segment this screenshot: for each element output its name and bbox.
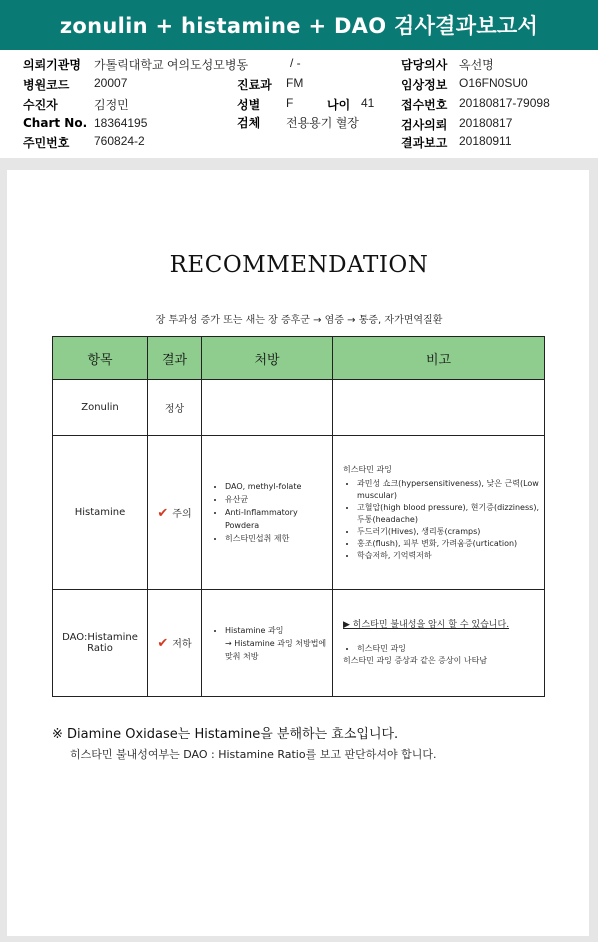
recommendation-title: RECOMMENDATION [169,252,429,278]
institution-label: 의뢰기관명 [23,58,81,72]
recommendation-table [52,336,545,697]
footnote-ratio: 히스타민 불내성여부는 DAO : Histamine Ratio를 보고 판단하셔야 합니다. [70,748,437,761]
prescription-item: • Histamine 과잉 [225,624,331,637]
age-label: 나이 [327,98,351,112]
symptom-item: • 학습저하, 기억력저하 [357,550,539,562]
note-cell [333,380,545,436]
prescription-item: → Histamine 과잉 처방법에 맞춰 처방 [225,638,327,661]
clinical-info-value: O16FN0SU0 [459,76,528,90]
chart-no-value: 18364195 [94,116,148,130]
report-title: zonulin + histamine + DAO 검사결과보고서 [0,0,598,50]
prescription-cell [202,590,333,697]
hospital-code-value: 20007 [94,76,128,90]
request-date-label: 검사의뢰 [401,118,448,132]
note-cell [333,590,545,697]
receipt-no-value: 20180817-79098 [459,96,550,110]
note-heading: 히스타민 과잉 [343,464,392,474]
patient-info-section [0,52,598,156]
recommendation-subtitle: 장 투과성 증가 또는 새는 장 증후군 → 염증 → 통증, 자가면역질환 [155,315,443,326]
prescription-cell [202,380,333,436]
age-value: 41 [361,96,375,110]
receipt-no-label: 접수번호 [401,98,448,112]
item-cell: Histamine [53,436,148,590]
item-cell: DAO:Histamine Ratio [53,590,148,697]
prescription-cell [202,436,333,590]
prescription-item: • 유산균 [225,493,331,506]
symptom-item: • 과민성 쇼크(hypersensitiveness), 낮은 근력(Low muscular) [357,478,539,502]
request-date-value: 20180817 [459,116,513,130]
sex-label: 성별 [237,98,261,112]
result-text: 저하 [172,639,192,650]
chart-no-label: Chart No. [23,116,88,130]
resident-no-label: 주민번호 [23,136,70,150]
patient-value: 김정민 [94,98,129,112]
table-row [53,380,545,436]
result-cell: 정상 [148,380,202,436]
table-header-row [53,337,545,380]
column-header-item: 항목 [53,337,148,380]
footnote-dao: ※ Diamine Oxidase는 Histamine을 분해하는 효소입니다. [52,727,399,742]
column-header-prescription: 처방 [202,337,333,380]
table-row [53,436,545,590]
specimen-value: 전용용기 혈장 [286,116,359,130]
symptom-item: • 홍조(flush), 피부 변화, 가려움증(urtication) [357,538,539,550]
check-icon: ✔ [157,505,169,521]
table-row [53,590,545,697]
department-value: FM [286,76,304,90]
result-cell [148,590,202,697]
symptom-item: • 히스타민 과잉 [357,643,539,655]
note-text: 히스타민 과잉 증상과 같은 증상이 나타남 [343,656,488,665]
clinical-info-label: 임상정보 [401,78,448,92]
department-label: 진료과 [237,78,272,92]
institution-extra: / - [290,56,301,70]
report-date-value: 20180911 [459,134,512,148]
doctor-label: 담당의사 [401,58,448,72]
prescription-item: • Anti-Inflammatory Powdera [225,506,331,532]
result-cell [148,436,202,590]
resident-no-value: 760824-2 [94,134,145,148]
result-text: 주의 [172,508,192,520]
prescription-item: • DAO, methyl-folate [225,480,331,493]
hospital-code-label: 병원코드 [23,78,70,92]
note-cell [333,436,545,590]
doctor-value: 옥선명 [459,58,494,72]
symptom-item: • 두드러기(Hives), 생리통(cramps) [357,526,539,538]
item-cell: Zonulin [53,380,148,436]
prescription-item: • 히스타민섭취 제한 [225,532,331,545]
institution-value: 가톨릭대학교 여의도성모병동 [94,58,249,72]
check-icon: ✔ [157,636,169,651]
column-header-result: 결과 [148,337,202,380]
report-date-label: 결과보고 [401,136,448,150]
patient-label: 수진자 [23,98,58,112]
symptom-item: • 고혈압(high blood pressure), 현기증(dizziness), 두통(headache) [357,502,539,526]
column-header-note: 비고 [333,337,545,380]
intolerance-warning: ▶ 히스타민 불내성을 암시 할 수 있습니다. [343,620,510,630]
sex-value: F [286,96,294,110]
specimen-label: 검체 [237,116,261,130]
